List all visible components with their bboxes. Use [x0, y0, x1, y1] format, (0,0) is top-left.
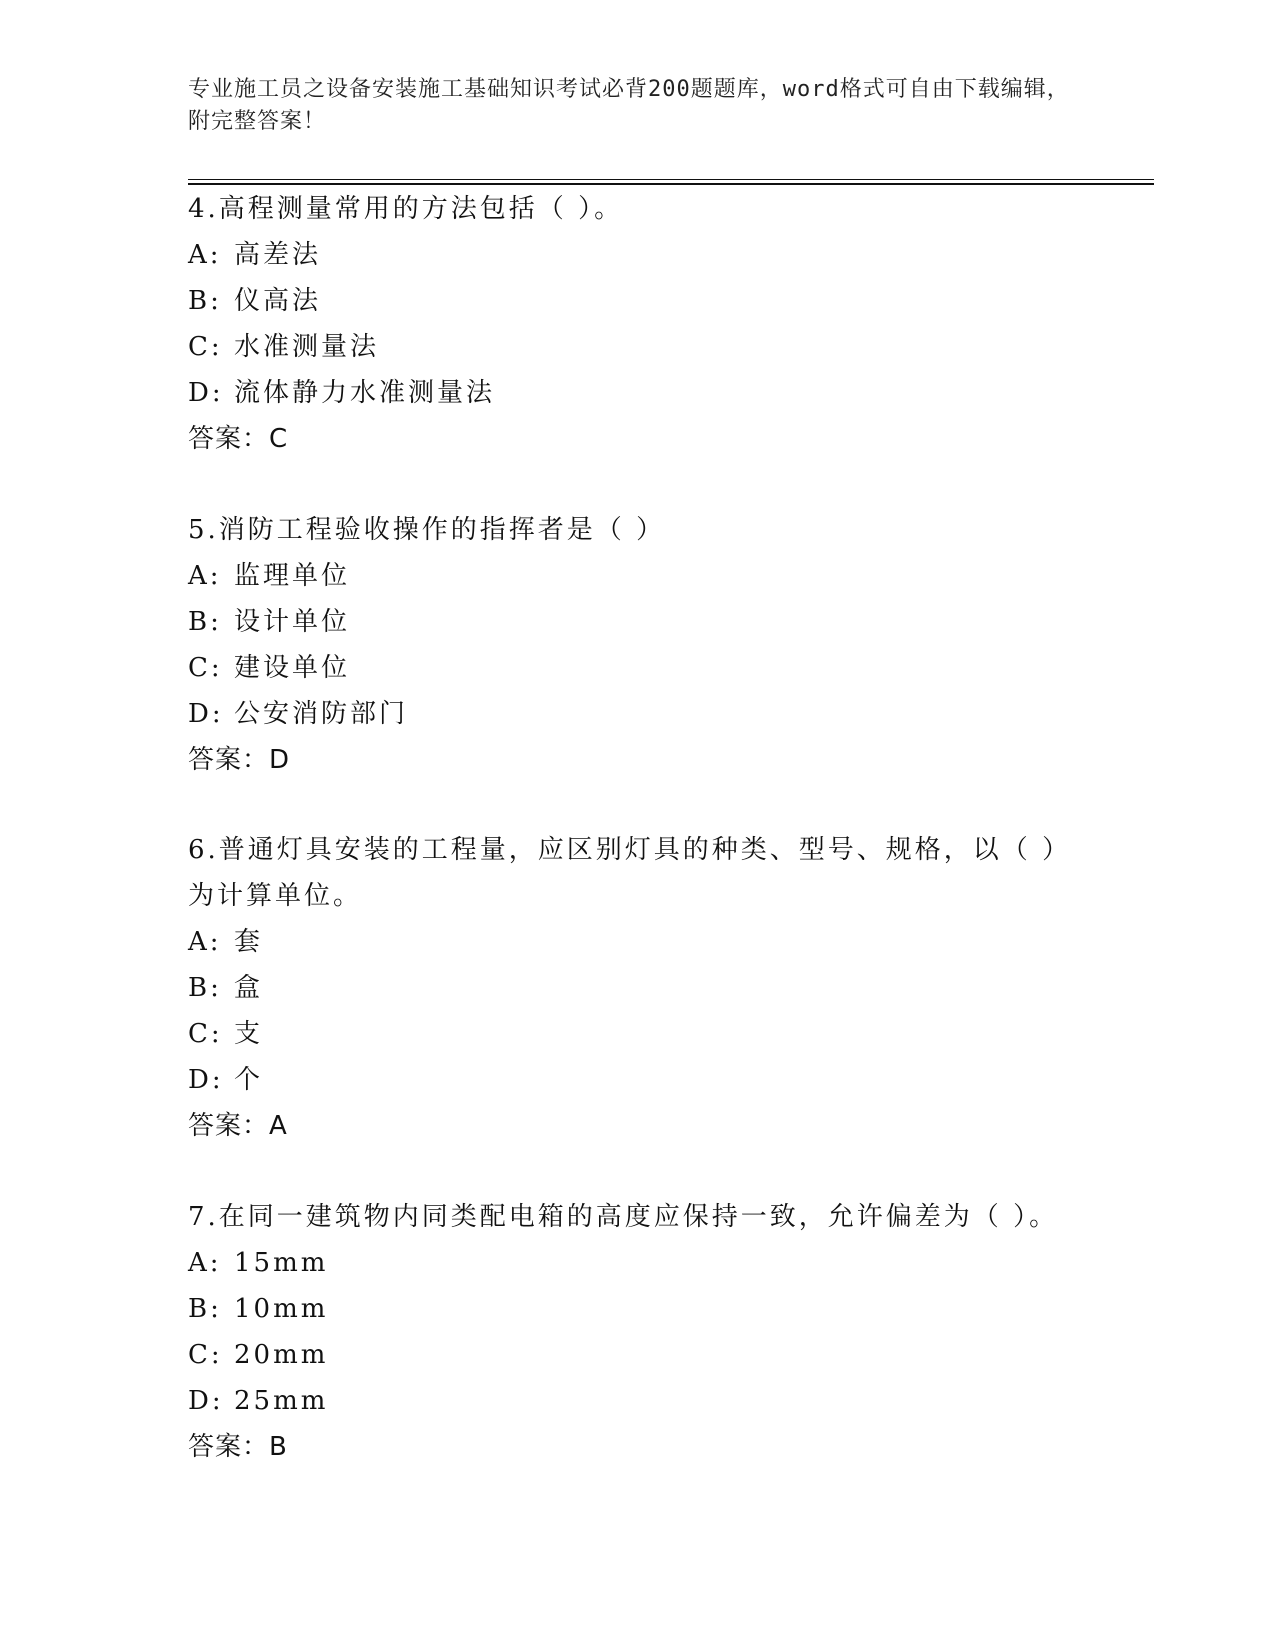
option-letter: C:: [188, 332, 223, 362]
answer-line: 答案：C: [188, 424, 289, 454]
option-text: 盒: [234, 973, 264, 1003]
option-b: [188, 1286, 1088, 1332]
option-c: [188, 1332, 1088, 1378]
option-letter: D:: [188, 699, 224, 729]
option-letter: C:: [188, 1340, 223, 1370]
question-4: [188, 186, 1088, 462]
option-b: [188, 599, 1088, 645]
option-text: 设计单位: [234, 607, 351, 637]
option-d: [188, 1378, 1088, 1424]
option-letter: A:: [188, 561, 222, 591]
option-text: 监理单位: [234, 561, 351, 591]
option-letter: B:: [188, 973, 222, 1003]
option-text: 支: [234, 1019, 264, 1049]
option-text: 25mm: [234, 1386, 329, 1416]
option-letter: A:: [188, 927, 222, 957]
question-7: [188, 1194, 1088, 1470]
option-letter: D:: [188, 1386, 224, 1416]
option-letter: C:: [188, 1019, 223, 1049]
option-letter: C:: [188, 653, 223, 683]
option-text: 套: [234, 927, 264, 957]
option-c: [188, 1011, 1088, 1057]
option-a: [188, 919, 1088, 965]
option-text: 仪高法: [234, 286, 322, 316]
option-b: [188, 278, 1088, 324]
option-c: [188, 645, 1088, 691]
question-6: [188, 827, 1088, 1149]
option-b: [188, 965, 1088, 1011]
question-stem: 4.高程测量常用的方法包括（ ）。: [188, 194, 624, 224]
answer-line: 答案：B: [188, 1432, 288, 1462]
option-text: 建设单位: [234, 653, 351, 683]
header-divider-thin: [188, 179, 1154, 180]
question-stem: [188, 827, 1088, 919]
header-divider-thick: [188, 183, 1154, 185]
option-letter: A:: [188, 1248, 222, 1278]
option-text: 公安消防部门: [234, 699, 409, 729]
option-text: 15mm: [234, 1248, 329, 1278]
option-text: 10mm: [234, 1294, 329, 1324]
document-header: [188, 74, 1088, 138]
option-d: [188, 691, 1088, 737]
option-text: 水准测量法: [234, 332, 380, 362]
header-title: 专业施工员之设备安装施工基础知识考试必背200题题库，word格式可自由下载编辑，附完整答案！: [188, 77, 1070, 134]
question-stem: 5.消防工程验收操作的指挥者是（ ）: [188, 515, 666, 545]
answer-line: 答案：A: [188, 1111, 288, 1141]
option-d: [188, 370, 1088, 416]
option-text: 20mm: [234, 1340, 329, 1370]
option-letter: B:: [188, 607, 222, 637]
option-letter: B:: [188, 1294, 222, 1324]
option-a: [188, 1240, 1088, 1286]
option-text: 个: [234, 1065, 264, 1095]
option-a: [188, 232, 1088, 278]
option-letter: D:: [188, 1065, 224, 1095]
option-a: [188, 553, 1088, 599]
option-letter: D:: [188, 378, 224, 408]
option-text: 流体静力水准测量法: [234, 378, 496, 408]
question-5: [188, 507, 1088, 783]
answer-line: 答案：D: [188, 745, 291, 775]
option-letter: B:: [188, 286, 222, 316]
question-stem: 7.在同一建筑物内同类配电箱的高度应保持一致，允许偏差为（ ）。: [188, 1202, 1059, 1232]
question-stem-text: 6.普通灯具安装的工程量，应区别灯具的种类、型号、规格，以（ ）为计算单位。: [188, 835, 1072, 911]
option-c: [188, 324, 1088, 370]
option-text: 高差法: [234, 240, 322, 270]
option-d: [188, 1057, 1088, 1103]
option-letter: A:: [188, 240, 222, 270]
